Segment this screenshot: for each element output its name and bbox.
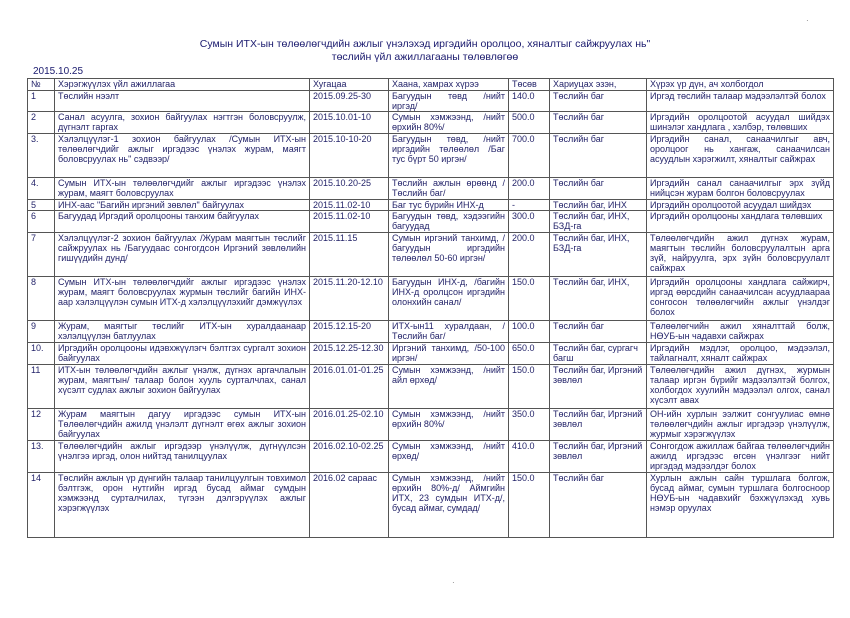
cell-scope: Сумын иргэний танхимд, /багуудын иргэдийн төлөөлөл 50-60 иргэн/ — [389, 233, 509, 277]
cell-result: Иргэдийн мэдлэг, оролцоо, мэдээлэл, тайлагналт, хяналт сайжрах — [647, 343, 834, 365]
cell-responsible: Төслийн баг, ИНХ — [550, 200, 647, 211]
scan-mark: · — [806, 16, 809, 25]
cell-budget: 300.0 — [509, 211, 550, 233]
cell-responsible: Төслийн баг, ИНХ, БЗД-га — [550, 233, 647, 277]
cell-result: Иргэдийн санал, санаачилгыг авч, оролцоог нь хангаж, санаачилсан асуудлын хэрэгжилт, хяналтыг сайжрах — [647, 134, 834, 178]
cell-period: 2015.12.25-12.30 — [310, 343, 389, 365]
cell-period: 2015.11.02-10 — [310, 211, 389, 233]
cell-period: 2016.02 сараас — [310, 473, 389, 538]
table-row — [28, 409, 834, 441]
cell-period: 2015.11.15 — [310, 233, 389, 277]
cell-activity: Багуудад Иргэдий оролцооны танхим байгуулах — [55, 211, 310, 233]
document-title — [0, 38, 850, 64]
cell-period: 2015.10.20-25 — [310, 178, 389, 200]
cell-scope: Багуудын төвд, /нийт иргэдийн төлөөлөл /Баг тус бүрт 50 иргэн/ — [389, 134, 509, 178]
table-row — [28, 321, 834, 343]
title-line-2: төслийн үйл ажиллагааны төлөвлөгөө — [331, 51, 519, 63]
header-scope: Хаана, хамрах хүрээ — [389, 79, 509, 91]
header-budget: Төсөв — [509, 79, 550, 91]
cell-result: Төлөөлөгчдийн ажил дүгнэх журам, маягтын төслийн боловсруулалтын арга зүй, найруулга, эрх зүйн боловсруулалт сайжрах — [647, 233, 834, 277]
cell-responsible: Төслийн баг, ИНХ, БЗД-га — [550, 211, 647, 233]
cell-activity: Хэлэлцүүлэг-2 зохион байгуулах /Журам маягтын төслийг сайжруулах нь /Багуудаас сонгогдсон Иргэний зөвлөлийн гишүүдийн дунд/ — [55, 233, 310, 277]
cell-budget: 650.0 — [509, 343, 550, 365]
cell-period: 2016.02.10-02.25 — [310, 441, 389, 473]
cell-no: 8 — [28, 277, 55, 321]
cell-no: 13. — [28, 441, 55, 473]
cell-responsible: Төслийн баг — [550, 91, 647, 112]
table-row — [28, 211, 834, 233]
cell-result: Иргэдийн оролцоотой асуудал шийдэх шинэлэг хандлага , хэлбэр, төлөвших — [647, 112, 834, 134]
cell-activity: ИТХ-ын төлөөлөгчдийн ажлыг үнэлж, дүгнэх аргачлалын журам, маягтын/ талаар болон хууль сурталчлах, санал хүсэлт судлах ажлыг зохион байгуулах — [55, 365, 310, 409]
header-period: Хугацаа — [310, 79, 389, 91]
cell-period: 2015.11.20-12.10 — [310, 277, 389, 321]
cell-activity: Сумын ИТХ-ын төлөөлөгчдийг ажлыг иргэдээс үнэлэх журам, маягт боловсруулах — [55, 178, 310, 200]
cell-result: Төлөөлөгчийн ажил хяналттай болж, НӨУБ-ын чадавхи сайжрах — [647, 321, 834, 343]
cell-budget: 150.0 — [509, 473, 550, 538]
cell-result: Сонгогдож ажиллаж байгаа төлөөлөгчдийн ажилд иргэдээс өгсөн үнэлгээг нийт иргэдэд мэдээлдэг болох — [647, 441, 834, 473]
cell-budget: 200.0 — [509, 178, 550, 200]
cell-no: 11 — [28, 365, 55, 409]
cell-scope: Сумын хэмжээнд, /нийт өрхийн 80%-д/ Аймгийн ИТХ, 23 сумдын ИТХ-д/, бусад аймаг, сумдад/ — [389, 473, 509, 538]
cell-budget: - — [509, 200, 550, 211]
cell-scope: Багуудын ИНХ-д, /багийн ИНХ-д оролцсон иргэдийн олонхийн санал/ — [389, 277, 509, 321]
cell-period: 2015.10-10-20 — [310, 134, 389, 178]
cell-responsible: Төслийн баг — [550, 473, 647, 538]
table-row — [28, 277, 834, 321]
cell-period: 2015.12.15-20 — [310, 321, 389, 343]
table-row — [28, 365, 834, 409]
table-row — [28, 200, 834, 211]
cell-no: 7 — [28, 233, 55, 277]
table-row — [28, 473, 834, 538]
cell-scope: Сумын хэмжээнд, /нийт өрхөд/ — [389, 441, 509, 473]
cell-period: 2016.01.01-01.25 — [310, 365, 389, 409]
cell-no: 4. — [28, 178, 55, 200]
cell-activity: Сумын ИТХ-ын төлөөлөгчдийг ажлыг иргэдээс үнэлэх журам, маягт боловсруулах журмын төслийг багийн ИНХ-аар хэлэлцүүлэн сумын ИТХ-д хэлэлцүүлэхийг дэмжүүлэх — [55, 277, 310, 321]
cell-result: Иргэдийн оролцооны хандлага сайжирч, иргэд өөрсдийн санаачилсан асуудлаараа сонгосон төлөөлөгчийн ажлыг үнэлдэг болох — [647, 277, 834, 321]
cell-responsible: Төслийн баг — [550, 321, 647, 343]
cell-budget: 700.0 — [509, 134, 550, 178]
table-row — [28, 91, 834, 112]
action-plan-table — [27, 78, 834, 538]
cell-no: 5 — [28, 200, 55, 211]
document-date: 2015.10.25 — [33, 66, 84, 77]
header-result: Хүрэх үр дүн, ач холбогдол — [647, 79, 834, 91]
cell-responsible: Төслийн баг, сургагч багш — [550, 343, 647, 365]
cell-scope: Сумын хэмжээнд, /нийт айл өрхөд/ — [389, 365, 509, 409]
title-line-1: Сумын ИТХ-ын төлөөлөгчдийн ажлыг үнэлэхэд иргэдийн оролцоо, хяналтыг сайжруулах нь" — [199, 38, 651, 50]
cell-result: Иргэдийн санал санаачилгыг эрх зүйд нийцсэн журам болгон боловсруулах — [647, 178, 834, 200]
cell-no: 10. — [28, 343, 55, 365]
cell-result: Иргэдийн оролцооны хандлага төлөвших — [647, 211, 834, 233]
cell-scope: ИТХ-ын11 хуралдаан, /Төслийн баг/ — [389, 321, 509, 343]
header-no: № — [28, 79, 55, 91]
cell-no: 1 — [28, 91, 55, 112]
cell-scope: Багуудын төвд, хэдээгийн багуудад — [389, 211, 509, 233]
cell-no: 12 — [28, 409, 55, 441]
cell-scope: Сумын хэмжээнд, /нийт өрхийн 80%/ — [389, 409, 509, 441]
cell-no: 6 — [28, 211, 55, 233]
table-row — [28, 343, 834, 365]
cell-period: 2015.09.25-30 — [310, 91, 389, 112]
cell-budget: 140.0 — [509, 91, 550, 112]
cell-budget: 150.0 — [509, 277, 550, 321]
cell-activity: Иргэдийн оролцооны идэвхжүүлэгч бэлтгэх сургалт зохион байгуулах — [55, 343, 310, 365]
cell-result: Иргэдийн оролцоотой асуудал шийдэх — [647, 200, 834, 211]
cell-no: 14 — [28, 473, 55, 538]
cell-result: Хурлын ажлын сайн туршлага болгож, бусад аймаг, сумын туршлага болгосноор НӨУБ-ын чадавхийг бэхжүүлэхэд хувь нэмэр оруулах — [647, 473, 834, 538]
cell-responsible: Төслийн баг, ИНХ, — [550, 277, 647, 321]
table-row — [28, 441, 834, 473]
cell-budget: 350.0 — [509, 409, 550, 441]
cell-result: Төлөөлөгчдийн ажил дүгнэх, журмын талаар иргэн бүрийг мэдээлэлтэй болгох, холбогдох хуулийн мэдээлэл олгох, санал хүсэлт авах — [647, 365, 834, 409]
cell-responsible: Төслийн баг, Иргэний зөвлөл — [550, 365, 647, 409]
cell-no: 9 — [28, 321, 55, 343]
cell-budget: 100.0 — [509, 321, 550, 343]
cell-scope: Сумын хэмжээнд, /нийт өрхийн 80%/ — [389, 112, 509, 134]
cell-no: 3. — [28, 134, 55, 178]
cell-scope: Төслийн ажлын өрөөнд /Төслийн баг/ — [389, 178, 509, 200]
cell-activity: Хэлэлцүүлэг-1 зохион байгуулах /Сумын ИТХ-ын төлөөлөгчдийг ажлыг иргэдээс үнэлэх журам, маягт боловсруулах нь" сэдвээр/ — [55, 134, 310, 178]
cell-activity: Төслийн ажлын үр дүнгийн талаар танилцуулгын товхимол бэлтгэж, орон нутгийн иргэд бусад аймаг сумдын хэмжээнд сурталчилах, түгээн дэлгэрүүлэх ажлыг хэрэгжүүлэх — [55, 473, 310, 538]
cell-result: Иргэд төслийн талаар мэдээлэлтэй болох — [647, 91, 834, 112]
cell-budget: 150.0 — [509, 365, 550, 409]
cell-budget: 410.0 — [509, 441, 550, 473]
cell-activity: ИНХ-аас "Багийн иргэний зөвлөл" байгуулах — [55, 200, 310, 211]
cell-scope: Иргэний танхимд, /50-100 иргэн/ — [389, 343, 509, 365]
table-row — [28, 112, 834, 134]
cell-activity: Журам, маягтыг төслийг ИТХ-ын хуралдаанаар хэлэлцүүлэн батлуулах — [55, 321, 310, 343]
cell-activity: Төслийн нээлт — [55, 91, 310, 112]
header-responsible: Хариуцах эзэн, — [550, 79, 647, 91]
cell-no: 2 — [28, 112, 55, 134]
scan-mark: · — [452, 578, 455, 587]
cell-activity: Журам маягтын дагуу иргэдээс сумын ИТХ-ын Төлөөлөгчдийн ажилд үнэлэлт дүгнэлт өгөх ажлыг зохион байгуулах — [55, 409, 310, 441]
table-row — [28, 233, 834, 277]
cell-activity: Төлөөлөгчдийн ажлыг иргэдээр үнэлүүлж, дүгнүүлсэн үнэлгээ иргэд, олон нийтэд танилцуулах — [55, 441, 310, 473]
cell-responsible: Төслийн баг — [550, 112, 647, 134]
cell-budget: 500.0 — [509, 112, 550, 134]
cell-responsible: Төслийн баг — [550, 134, 647, 178]
cell-result: ОН-ийн хурлын ээлжит сонгуулиас өмнө төлөөлөгчдийн ажлыг иргэдээр үнэлүүлж, журмыг хэрэгжүүлэх — [647, 409, 834, 441]
table-row — [28, 178, 834, 200]
cell-period: 2015.10.01-10 — [310, 112, 389, 134]
cell-period: 2015.11.02-10 — [310, 200, 389, 211]
cell-responsible: Төслийн баг, Иргэний зөвлөл — [550, 409, 647, 441]
table-header-row — [28, 79, 834, 91]
cell-activity: Санал асуулга, зохион байгуулах нэгтгэн боловсруулж, дүгнэлт гаргах — [55, 112, 310, 134]
cell-period: 2016.01.25-02.10 — [310, 409, 389, 441]
cell-responsible: Төслийн баг — [550, 178, 647, 200]
cell-scope: Багуудын төвд /нийт иргэд/ — [389, 91, 509, 112]
cell-responsible: Төслийн баг, Иргэний зөвлөл — [550, 441, 647, 473]
cell-budget: 200.0 — [509, 233, 550, 277]
header-activity: Хэрэгжүүлэх үйл ажиллагаа — [55, 79, 310, 91]
cell-scope: Баг тус бүрийн ИНХ-д — [389, 200, 509, 211]
table-row — [28, 134, 834, 178]
